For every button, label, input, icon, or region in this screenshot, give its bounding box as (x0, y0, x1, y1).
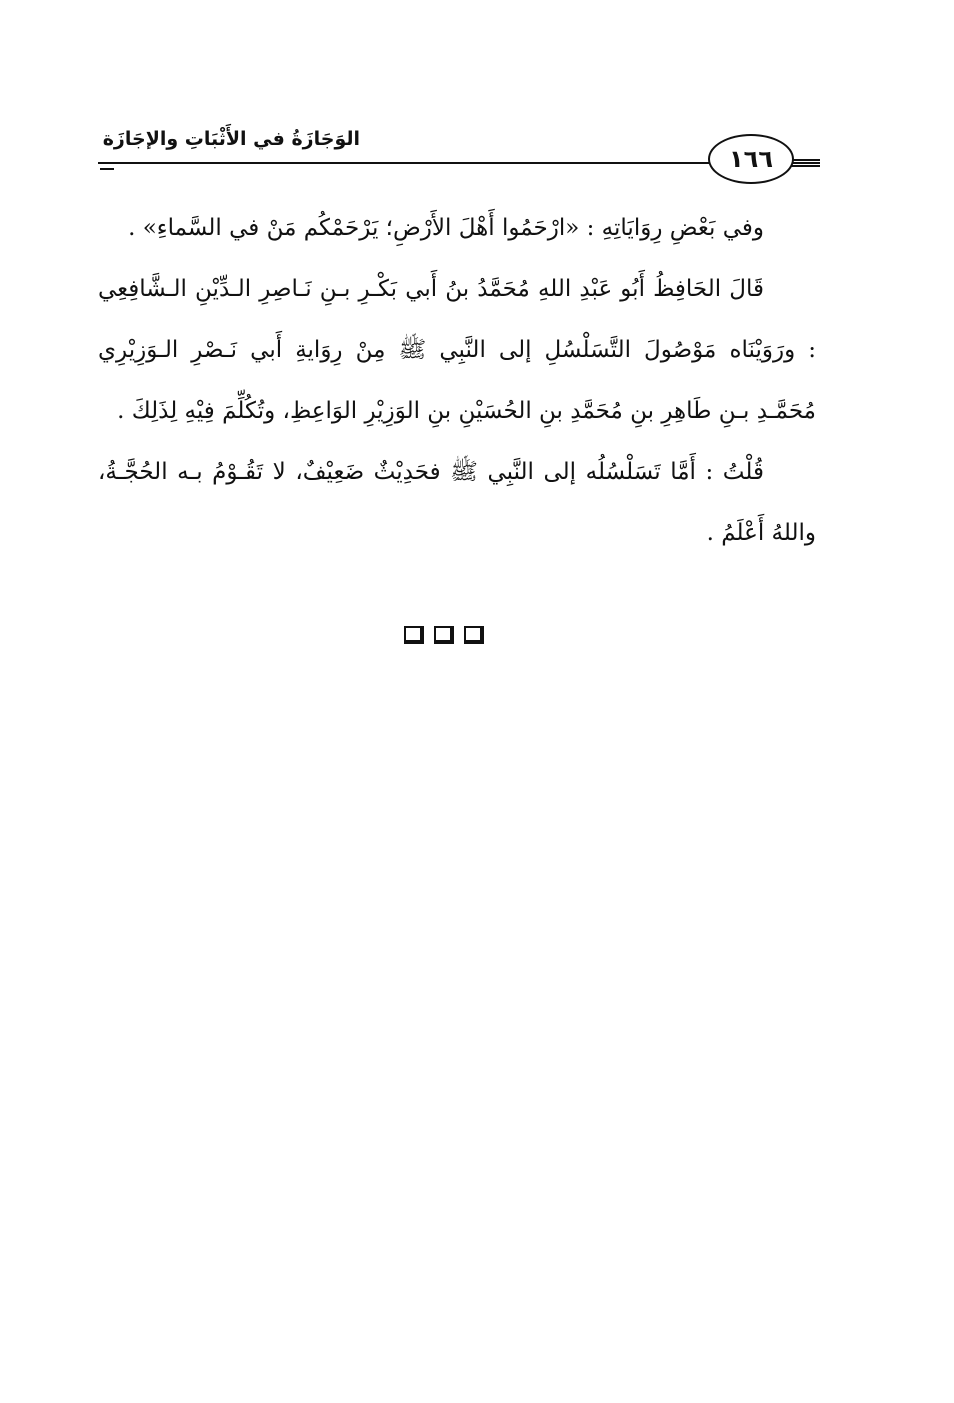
paragraph-hadith-variant: وفي بَعْضِ رِوَايَاتِهِ : «ارْحَمُوا أَهْلَ الأَرْضِ؛ يَرْحَمْكُم مَنْ في السَّماءِ» . (128, 215, 764, 241)
running-book-title: الوَجَازَةُ في الأَثْبَاتِ والإجَازَة (102, 128, 360, 150)
paragraph-hafiz-statement: قَالَ الحَافِظُ أَبُو عَبْدِ اللهِ مُحَمَّدُ بنُ أَبي بَكْـرِ بـنِ نَـاصِرِ الـدِّيْنِ الـشَّافِعِي : ورَوَيْنَاه مَوْصُولَ التَّسَلْسُلِ إلى النَّبِي ﷺ مِنْ رِوَايةِ أَبي نَـصْرِ الـوَزِيْرِي مُحَمَّـدِ بـنِ طَاهِرِ بنِ مُحَمَّدِ بنِ الحُسَيْنِ بنِ الوَزِيْرِ الوَاعِظِ، وتُكُلِّمَ فِيْهِ لِذَلِكَ . (98, 276, 816, 424)
page-number: ١٦٦ (729, 145, 773, 173)
paragraph-author-comment: قُلْتُ : أَمَّا تَسَلْسُلُه إلى النَّبِي ﷺ فحَدِيْثٌ ضَعِيْفٌ، لا تَقُـوْمُ بـه الحُجَّـةُ، واللهُ أَعْلَمُ . (98, 459, 816, 546)
ornament-box-icon (464, 626, 484, 644)
page-number-oval (708, 134, 794, 184)
main-text (98, 198, 816, 564)
section-end-ornament (404, 626, 494, 652)
page-header (98, 118, 820, 198)
ornament-box-icon (434, 626, 454, 644)
title-swash-decoration (100, 168, 114, 175)
ornament-box-icon (404, 626, 424, 644)
